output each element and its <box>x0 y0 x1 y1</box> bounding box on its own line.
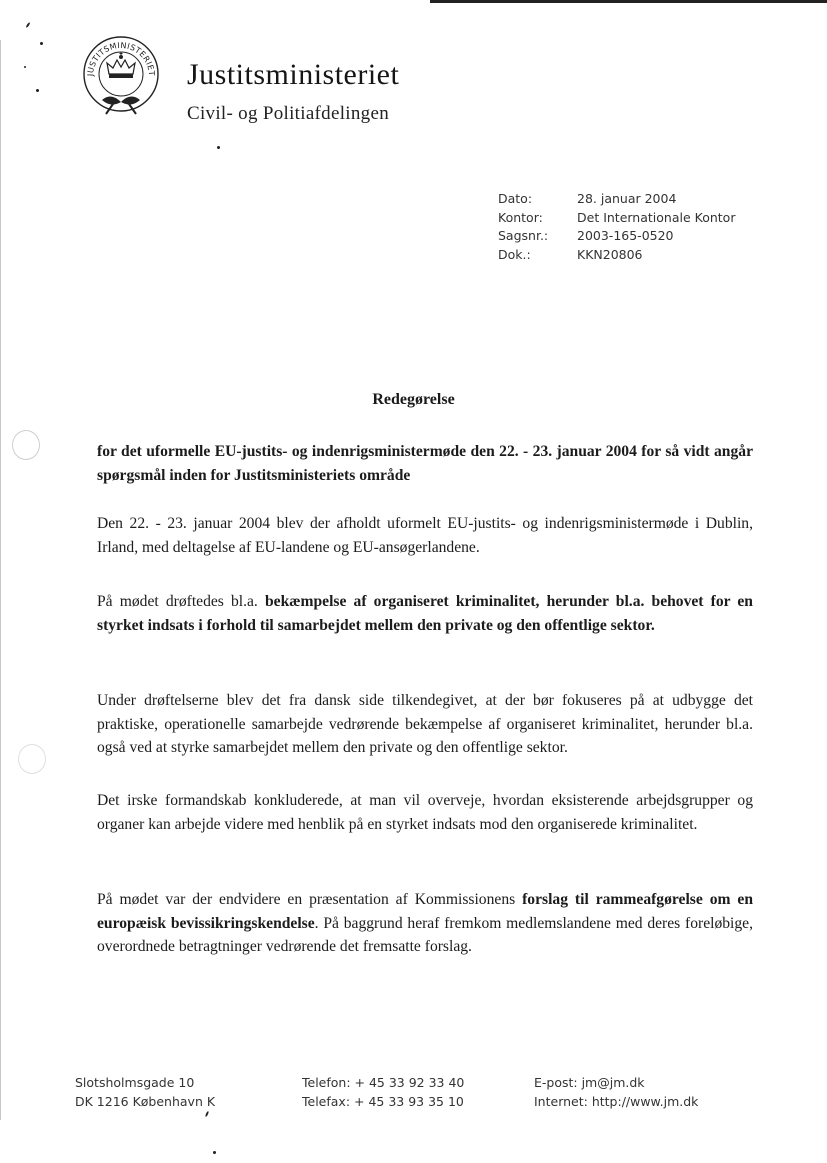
meta-label: Sagsnr.: <box>498 228 549 243</box>
org-name: Justitsministeriet <box>187 58 400 91</box>
email-address: E-post: jm@jm.dk <box>534 1075 645 1090</box>
paragraph-5 <box>97 888 753 959</box>
meta-label: Dato: <box>498 191 533 206</box>
phone-number: Telefon: + 45 33 92 33 40 <box>302 1075 465 1090</box>
paragraph-4: Det irske formandskab konkluderede, at man vil overveje, hvordan eksisterende arbejdsgrupper og organer kan arbejde videre med henblik på en styrket indsats mod den organiserede kriminalitet. <box>97 792 753 833</box>
meta-value: 28. januar 2004 <box>577 191 677 206</box>
scan-speck <box>24 66 26 68</box>
department-name: Civil- og Politiafdelingen <box>187 103 390 124</box>
scan-speck <box>217 146 220 149</box>
left-scan-edge <box>0 40 1 1120</box>
document-metadata <box>498 190 735 264</box>
punch-hole <box>12 430 40 460</box>
document-subtitle: for det uformelle EU-justits- og indenrigsministermøde den 22. - 23. januar 2004 for så vidt angår spørgsmål inden for Justitsministeriets område <box>97 443 753 484</box>
paragraph-2-text: På mødet drøftedes bl.a. <box>97 593 265 610</box>
meta-value: 2003-165-0520 <box>577 228 674 243</box>
paragraph-2 <box>97 590 753 637</box>
address-line-2: DK 1216 København K <box>75 1094 216 1109</box>
scan-speck <box>36 89 39 92</box>
scan-speck <box>213 1151 216 1154</box>
punch-hole <box>18 744 46 774</box>
footer-address <box>75 1073 215 1111</box>
ministry-seal-logo <box>78 30 164 116</box>
svg-text:JUSTITSMINISTERIET: JUSTITSMINISTERIET <box>85 40 157 77</box>
meta-row-case-number <box>498 227 735 246</box>
meta-label: Kontor: <box>498 209 543 225</box>
meta-row-date <box>498 190 735 209</box>
paragraph-5-text: På mødet var der endvidere en præsentation af Kommissionens <box>97 891 523 908</box>
footer-contact <box>534 1073 698 1111</box>
meta-label: Dok.: <box>498 246 531 262</box>
meta-value: KKN20806 <box>577 246 643 262</box>
meta-value: Det Internationale Kontor <box>577 209 736 225</box>
top-rule <box>430 0 827 3</box>
fax-number: Telefax: + 45 33 93 35 10 <box>302 1094 464 1109</box>
document-title: Redegørelse <box>372 391 455 408</box>
meta-row-document <box>498 246 735 265</box>
paragraph-3: Under drøftelserne blev det fra dansk side tilkendegivet, at der bør fokuseres på at udbygge det praktiske, operationelle samarbejde vedrørende bekæmpelse af organiseret kriminalitet, herunder bl.a. også ved at styrke samarbejdet mellem den private og den offentlige sektor. <box>97 692 753 756</box>
footer-phone-fax <box>302 1073 464 1111</box>
scan-speck <box>40 42 43 45</box>
website-url: Internet: http://www.jm.dk <box>534 1094 699 1109</box>
address-line-1: Slotsholmsgade 10 <box>75 1075 195 1090</box>
paragraph-1: Den 22. - 23. januar 2004 blev der afholdt uformelt EU-justits- og indenrigsministermøde i Dublin, Irland, med deltagelse af EU-landene og EU-ansøgerlandene. <box>97 515 753 556</box>
meta-row-office <box>498 209 735 228</box>
paragraph-5-text-end: . På baggrund heraf fremkom medlemslandene med deres foreløbige, overordnede betragtninger vedrørende det fremsatte forslag. <box>97 914 753 955</box>
scan-speck <box>205 1111 209 1117</box>
paragraph-2-emphasis: bekæmpelse af organiseret kriminalitet, herunder bl.a. behovet for en styrket indsats i forhold til samarbejdet mellem den private og den offentlige sektor. <box>97 593 753 634</box>
paragraph-5-emphasis: forslag til rammeafgørelse om en europæisk bevissikringskendelse <box>97 891 753 932</box>
scan-speck <box>25 22 30 28</box>
